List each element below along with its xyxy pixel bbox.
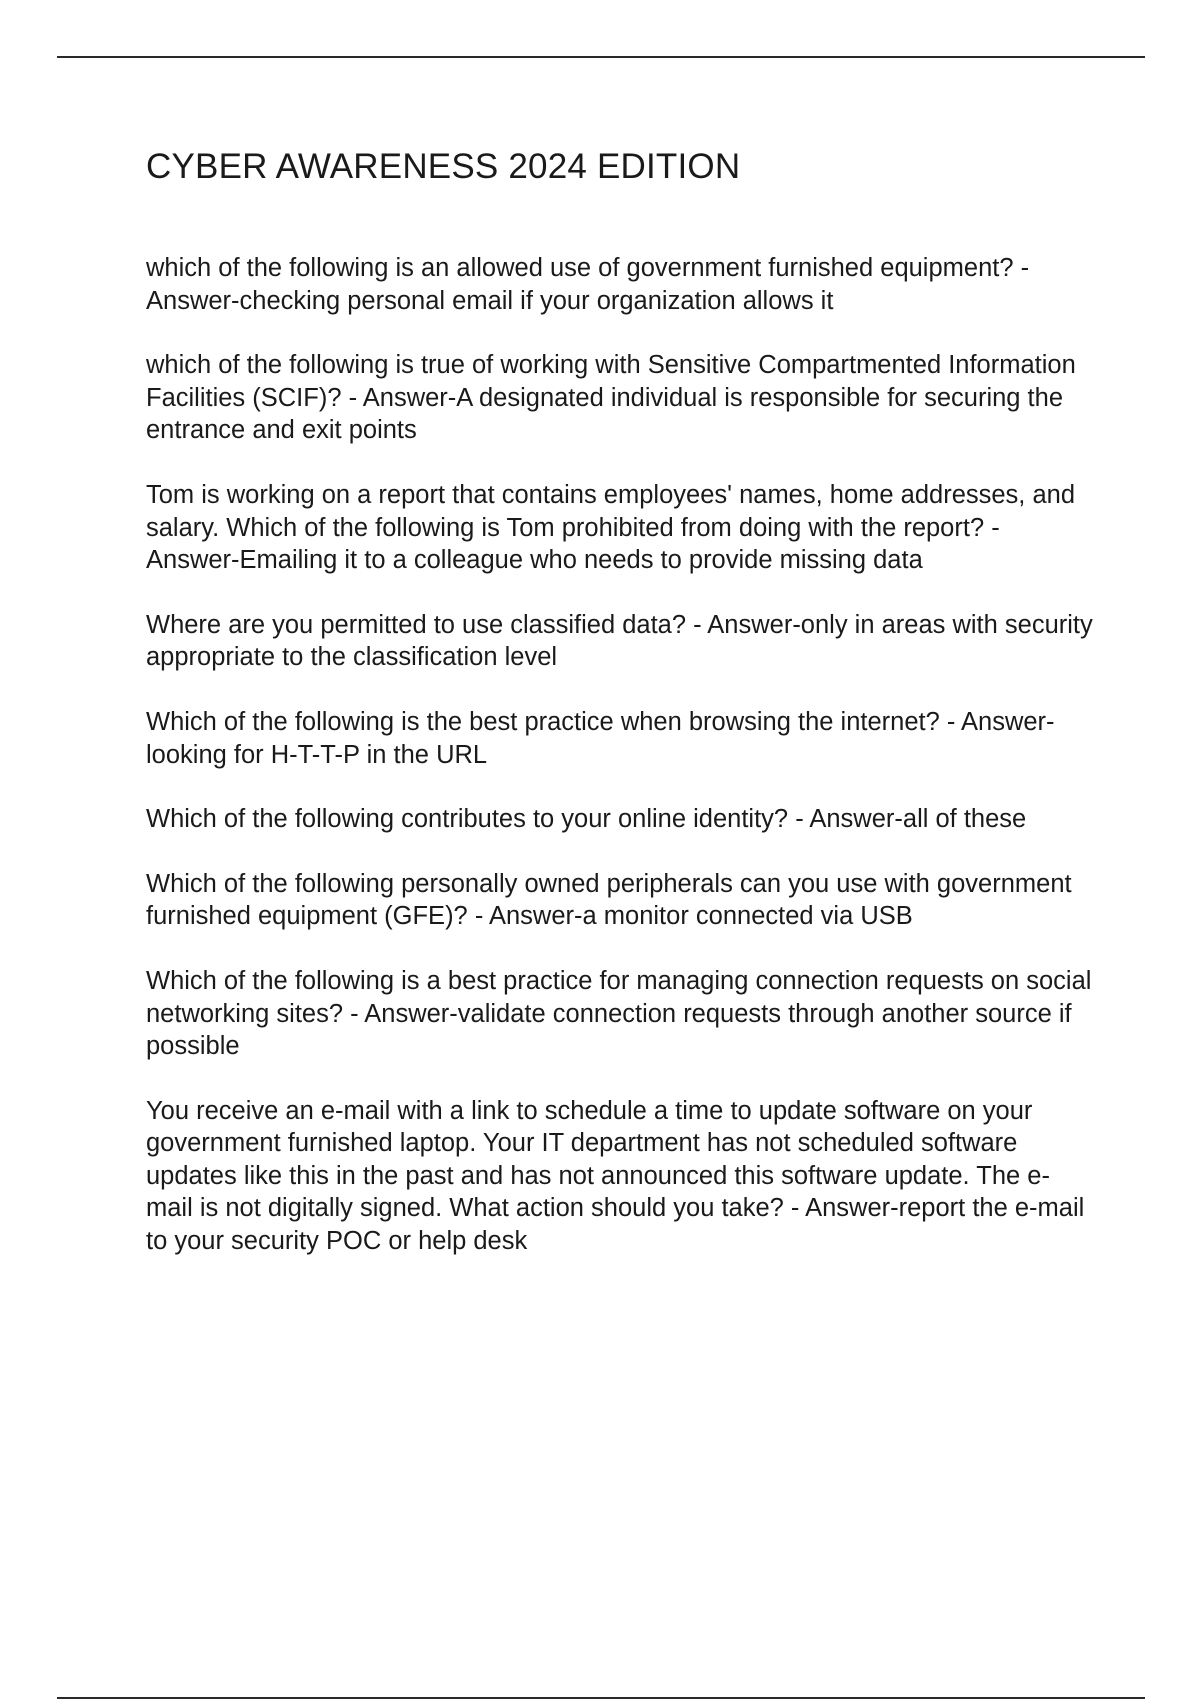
bottom-divider	[57, 1697, 1145, 1699]
page-title: CYBER AWARENESS 2024 EDITION	[146, 147, 741, 186]
qa-item: which of the following is an allowed use of government furnished equipment? - Answer-checking personal email if your organization allows it	[146, 254, 1030, 315]
qa-item: Which of the following is a best practice for managing connection requests on social networking sites? - Answer-validate connection requests through another source if possible	[146, 966, 1092, 1061]
qa-item: Which of the following is the best practice when browsing the internet? - Answer-looking for H-T-T-P in the URL	[146, 707, 1055, 769]
qa-item: Which of the following contributes to your online identity? - Answer-all of these	[146, 805, 1027, 834]
qa-item: which of the following is true of working with Sensitive Compartmented Information Facilities (SCIF)? - Answer-A designated individual is responsible for securing the entrance and exit points	[146, 351, 1076, 445]
qa-item: You receive an e-mail with a link to schedule a time to update software on your government furnished laptop. Your IT department has not scheduled software updates like this in the past and has not announced this software update. The e- mail is not digitally signed. What action should you take? - Answer-report the e-mail to your security POC or help desk	[146, 1096, 1085, 1256]
qa-list	[146, 252, 1096, 1290]
qa-item: Which of the following personally owned peripherals can you use with government furnished equipment (GFE)? - Answer-a monitor connected via USB	[146, 869, 1072, 931]
top-divider	[57, 56, 1145, 58]
qa-item: Where are you permitted to use classified data? - Answer-only in areas with security appropriate to the classification level	[146, 610, 1093, 672]
qa-item: Tom is working on a report that contains employees' names, home addresses, and salary. Which of the following is Tom prohibited from doing with the report? - Answer-Emailing it to a colleague who needs to provide missing data	[146, 480, 1076, 575]
